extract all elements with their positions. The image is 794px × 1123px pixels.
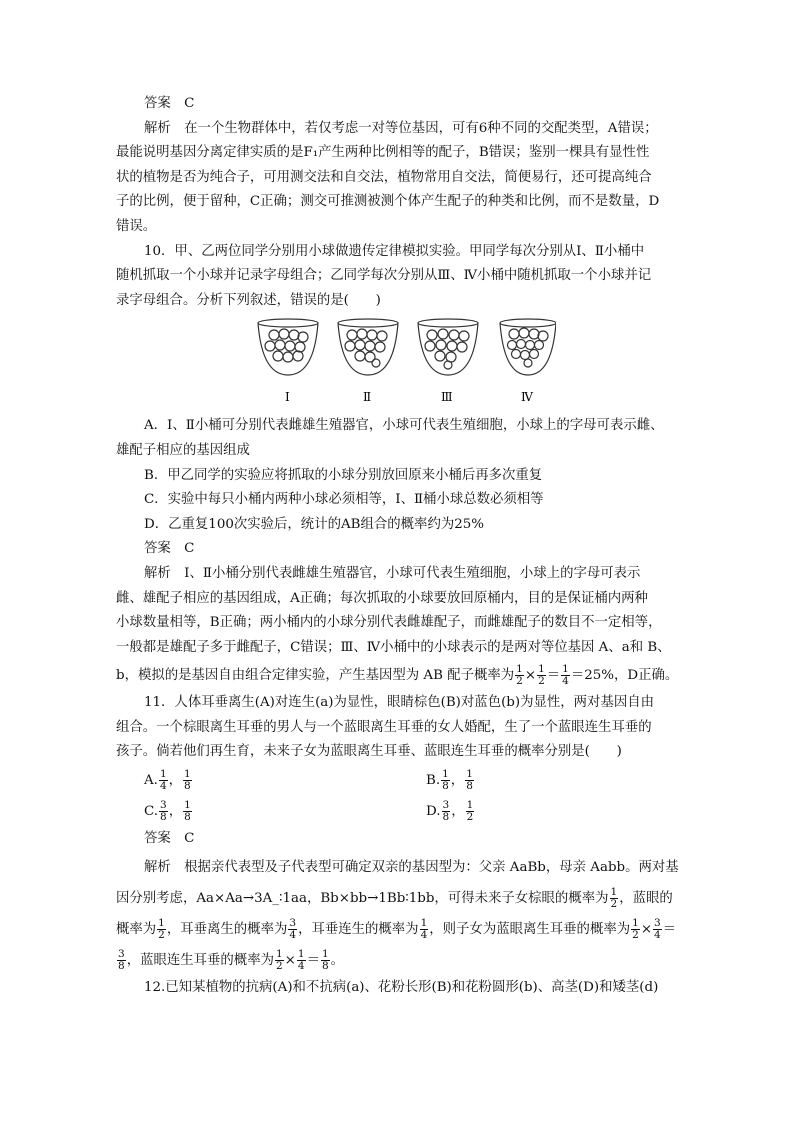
- document-page: [116, 92, 682, 1000]
- fraction: $\frac{1}{8}$: [321, 947, 329, 972]
- q10-analysis-line: 小球数量相等，B正确；两小桶内的小球分别代表雌雄配子，而雌雄配子的数目不一定相等，: [116, 615, 662, 631]
- q11-analysis-line: 解析 根据亲代表型及子代表型可确定双亲的基因型为：父亲 AaBb，母亲 Aabb。两对基: [144, 859, 679, 875]
- fraction: $\frac{3}{4}$: [654, 916, 661, 941]
- q10-analysis-line: b，模拟的是基因自由组合定律实验，产生基因型为 AB 配子概率为 $\frac{1}{2}$ × $\frac{1}{2}$ ＝ $\frac{1}{4}$ ＝25%，D正确。: [116, 663, 679, 688]
- fraction: $\frac{1}{2}$: [158, 916, 165, 941]
- q11-option-a: A. $\frac{1}{4}$ ， $\frac{1}{8}$: [144, 768, 191, 793]
- q9-analysis-line: 子的比例，便于留种，C正确；测交可推测被测个体产生配子的种类和比例，而不是数量，D: [116, 194, 660, 210]
- q11-analysis-line: 因分别考虑，Aa×Aa→3A_∶1aa，Bb×bb→1Bb∶1bb，可得未来子女棕眼的概率为 $\frac{1}{2}$ ，蓝眼的: [116, 885, 673, 910]
- buckets-figure: [116, 315, 682, 410]
- fraction: $\frac{1}{4}$: [297, 947, 305, 972]
- q9-analysis-line: 错误。: [116, 218, 157, 234]
- q11-stem-line: 孩子。倘若他们再生育，未来子女为蓝眼离生耳垂、蓝眼连生耳垂的概率分别是( ): [116, 744, 622, 760]
- fraction: $\frac{3}{8}$: [118, 947, 125, 972]
- fraction: $\frac{1}{4}$: [420, 916, 428, 941]
- q9-answer: 答案 C: [144, 96, 195, 111]
- bucket-label: Ⅱ: [363, 390, 372, 405]
- q10-analysis-line: 解析 Ⅰ、Ⅱ小桶分别代表雌雄生殖器官，小球可代表生殖细胞，小球上的字母可表示: [144, 565, 641, 581]
- q11-options-row: [116, 796, 682, 827]
- q10-option-b: B．甲乙同学的实验应将抓取的小球分别放回原来小桶后再多次重复: [144, 467, 543, 483]
- q10-option-d: D．乙重复100次实验后，统计的AB组合的概率约为25%: [144, 516, 484, 532]
- bucket-label: Ⅳ: [521, 390, 533, 405]
- fraction: $\frac{3}{8}$: [442, 799, 450, 824]
- fraction: $\frac{1}{8}$: [184, 768, 191, 793]
- q11-analysis-line: $\frac{3}{8}$ ，蓝眼连生耳垂的概率为 $\frac{1}{2}$ × $\frac{1}{4}$ ＝ $\frac{1}{8}$ 。: [118, 947, 345, 972]
- fraction: $\frac{1}{4}$: [562, 663, 569, 688]
- q11-analysis-line: 概率为 $\frac{1}{2}$ ，耳垂离生的概率为 $\frac{3}{4}$ ，耳垂连生的概率为 $\frac{1}{4}$ ，则子女为蓝眼离生耳垂的概率为 $\frac{1}{2}$ × $\frac{3}{4}$ ＝: [116, 916, 677, 941]
- fraction: $\frac{1}{8}$: [442, 768, 449, 793]
- fraction: $\frac{1}{4}$: [159, 768, 167, 793]
- fraction: $\frac{1}{8}$: [466, 768, 473, 793]
- bucket-label: Ⅰ: [285, 390, 290, 405]
- q11-option-d: D. $\frac{3}{8}$ ， $\frac{1}{2}$: [426, 799, 474, 824]
- bucket-3: [418, 319, 478, 375]
- bucket-label: Ⅲ: [441, 390, 453, 405]
- q10-analysis-line: 雌、雄配子相应的基因组成，A正确；每次抓取的小球要放回原桶内，目的是保证桶内两种: [116, 590, 648, 606]
- q10-analysis-line: 一般都是雄配子多于雌配子，C错误；Ⅲ、Ⅳ小桶中的小球表示的是两对等位基因 A、a和 B、: [116, 639, 671, 655]
- q12-stem-line: 12.已知某植物的抗病(A)和不抗病(a)、花粉长形(B)和花粉圆形(b)、高茎(D)和矮茎(d): [144, 979, 659, 995]
- q10-option-a: A．Ⅰ、Ⅱ小桶可分别代表雌雄生殖器官，小球可代表生殖细胞，小球上的字母可表示雌、: [144, 418, 664, 434]
- fraction: $\frac{1}{8}$: [184, 799, 191, 824]
- fraction: $\frac{1}{2}$: [466, 799, 474, 824]
- q11-option-c: C. $\frac{3}{8}$ ， $\frac{1}{8}$: [144, 799, 191, 824]
- fraction: $\frac{3}{4}$: [289, 916, 297, 941]
- q10-stem-line: 10．甲、乙两位同学分别用小球做遗传定律模拟实验。甲同学每次分别从Ⅰ、Ⅱ小桶中: [144, 243, 645, 259]
- q10-stem-line: 随机抓取一个小球并记录字母组合；乙同学每次分别从Ⅲ、Ⅳ小桶中随机抓取一个小球并记: [116, 268, 652, 284]
- q10-stem-line: 录字母组合。分析下列叙述，错误的是( ): [116, 292, 381, 308]
- q9-analysis-line: 解析 在一个生物群体中，若仅考虑一对等位基因，可有6种不同的交配类型，A错误；: [144, 120, 658, 136]
- q11-option-b: B. $\frac{1}{8}$ ， $\frac{1}{8}$: [426, 768, 473, 793]
- buckets-diagram: [256, 315, 556, 410]
- q10-option-c: C．实验中每只小桶内两种小球必须相等，Ⅰ、Ⅱ桶小球总数必须相等: [144, 492, 544, 508]
- fraction: $\frac{1}{2}$: [538, 663, 545, 688]
- bucket-4: [500, 319, 556, 375]
- q11-stem-line: 组合。一个棕眼离生耳垂的男人与一个蓝眼离生耳垂的女人婚配，生了一个蓝眼连生耳垂的: [116, 719, 652, 735]
- q10-option-a-cont: 雄配子相应的基因组成: [116, 442, 250, 458]
- q11-options-row: [116, 765, 682, 796]
- q11-answer: 答案 C: [144, 831, 195, 847]
- fraction: $\frac{3}{8}$: [160, 799, 167, 824]
- fraction: $\frac{1}{2}$: [610, 885, 618, 910]
- bucket-1: [258, 319, 318, 375]
- bucket-2: [338, 319, 398, 375]
- fraction: $\frac{1}{2}$: [632, 916, 639, 941]
- q10-answer: 答案 C: [144, 541, 195, 557]
- fraction: $\frac{1}{2}$: [275, 947, 283, 972]
- q9-analysis-line: 状的植物是否为纯合子，可用测交法和自交法，植物常用自交法，简便易行，还可提高纯合: [116, 169, 652, 185]
- q9-analysis-line: 最能说明基因分离定律实质的是F₁产生两种比例相等的配子，B错误；鉴别一棵具有显性性: [116, 145, 650, 161]
- q11-stem-line: 11．人体耳垂离生(A)对连生(a)为显性，眼睛棕色(B)对蓝色(b)为显性，两对基因自由: [144, 695, 655, 711]
- fraction: $\frac{1}{2}$: [516, 663, 523, 688]
